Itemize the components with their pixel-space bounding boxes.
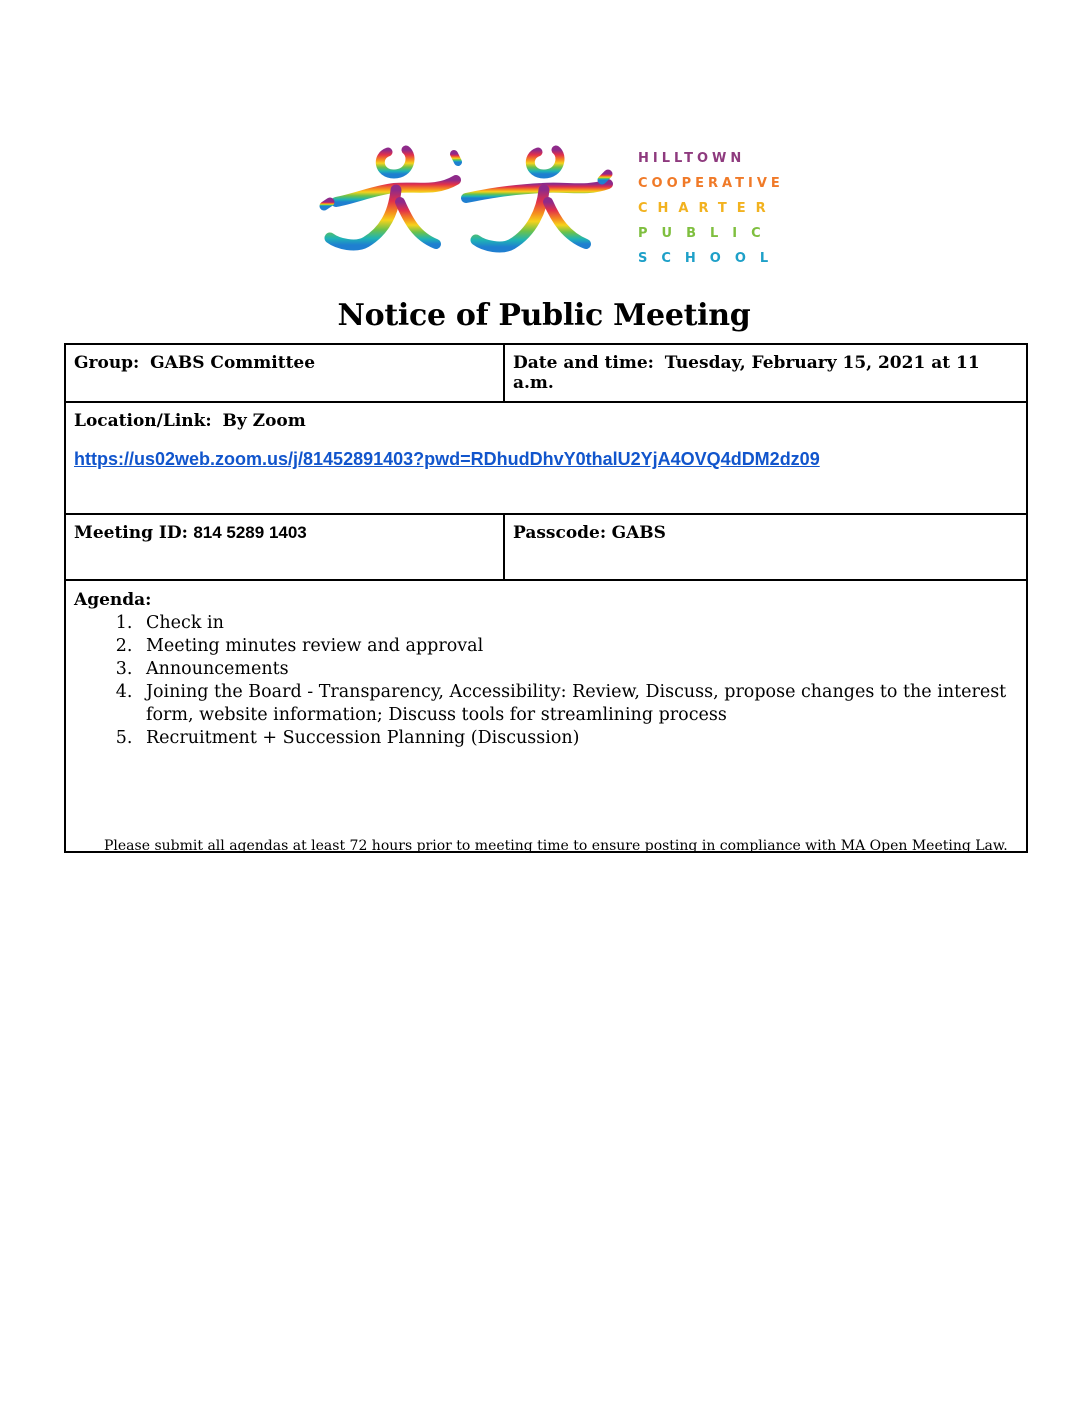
agenda-label: Agenda:	[74, 590, 152, 610]
passcode-cell	[504, 514, 1027, 580]
meeting-id-cell	[65, 514, 504, 580]
group-value: GABS Committee	[150, 353, 316, 373]
group-cell	[65, 344, 504, 402]
agenda-item: 4. Joining the Board - Transparency, Accessibility: Review, Discuss, propose changes to the interest form, website information; Discuss tools for streamlining process	[138, 681, 1018, 727]
agenda-item: 3. Announcements	[138, 658, 1018, 681]
meeting-details-table	[64, 343, 1028, 853]
logo-word: COOPERATIVE	[638, 176, 784, 191]
location-label: Location/Link:	[74, 411, 212, 431]
date-time-cell	[504, 344, 1027, 402]
location-value: By Zoom	[222, 411, 306, 431]
school-logo	[316, 140, 784, 266]
logo-school-name	[638, 146, 784, 271]
agenda-item: 5. Recruitment + Succession Planning (Discussion)	[138, 727, 1018, 750]
agenda-list	[74, 612, 1018, 750]
date-time-value: Tuesday, February 15, 2021 at 11 a.m.	[513, 353, 980, 393]
date-time-label: Date and time:	[513, 353, 654, 373]
logo-word: HILLTOWN	[638, 151, 746, 166]
logo-figures-icon	[316, 140, 616, 265]
submission-note: Please submit all agendas at least 72 hours prior to meeting time to ensure posting in compliance with MA Open Meeting Law.	[104, 838, 1008, 854]
logo-word: SCHOOL	[638, 251, 783, 266]
passcode-value: GABS	[611, 523, 666, 543]
zoom-link[interactable]: https://us02web.zoom.us/j/81452891403?pwd=RDhudDhvY0thalU2YjA4OVQ4dDM2dz09	[74, 449, 820, 469]
meeting-id-label: Meeting ID:	[74, 523, 188, 543]
logo-word: PUBLIC	[638, 226, 775, 241]
agenda-cell	[65, 580, 1027, 852]
meeting-id-value: 814 5289 1403	[193, 523, 307, 542]
passcode-label: Passcode:	[513, 523, 607, 543]
location-cell	[65, 402, 1027, 514]
page-title: Notice of Public Meeting	[337, 298, 751, 333]
group-label: Group:	[74, 353, 140, 373]
agenda-item: 1. Check in	[138, 612, 1018, 635]
logo-word: CHARTER	[638, 201, 776, 216]
agenda-item: 2. Meeting minutes review and approval	[138, 635, 1018, 658]
